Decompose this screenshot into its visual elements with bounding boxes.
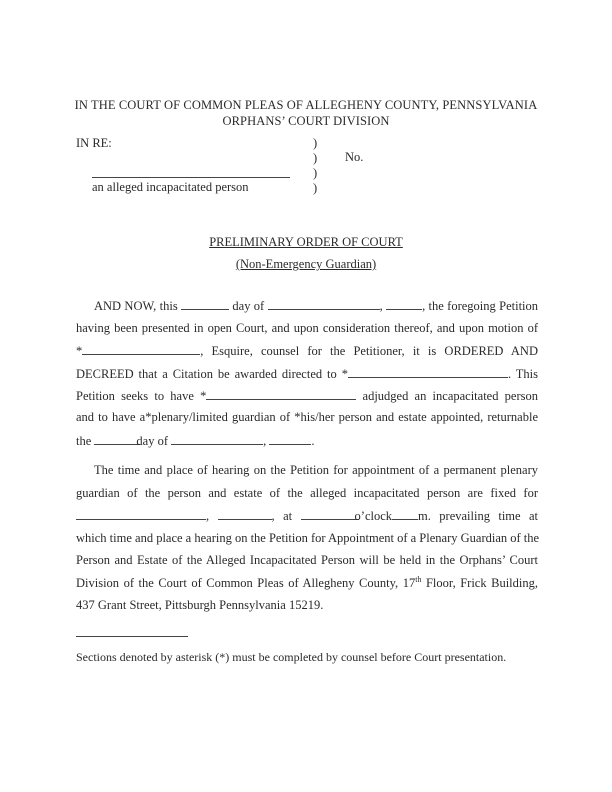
text-segment: Floor, Frick Building, <box>421 576 539 590</box>
party-name-line <box>92 177 290 178</box>
caption-paren: ) <box>313 136 318 150</box>
hearing-year-blank <box>218 508 272 520</box>
para2-line5: Person and Estate of the Alleged Incapacitated Person will be held in the Orphans’ Court <box>76 553 538 567</box>
para1-line4 <box>76 366 538 382</box>
return-year-blank <box>269 433 311 445</box>
citation-recipient-blank <box>348 366 508 378</box>
text-segment: Division of the Court of Common Pleas of Allegheny County, 17 <box>76 576 416 590</box>
am-pm-blank <box>392 508 418 520</box>
return-month-blank <box>171 433 263 445</box>
case-number-label: No. <box>345 150 364 164</box>
text-segment: , <box>379 299 383 313</box>
hearing-date-blank <box>76 508 206 520</box>
year-blank <box>386 298 422 310</box>
month-blank <box>268 298 380 310</box>
para2-line4: which time and place a hearing on the Petition for Appointment of a Plenary Guardian of the <box>76 531 540 545</box>
footnote-text: Sections denoted by asterisk (*) must be completed by counsel before Court presentation. <box>76 650 507 664</box>
caption-paren: ) <box>313 151 318 165</box>
text-segment: m. prevailing time at <box>418 509 539 523</box>
hearing-time-blank <box>301 508 359 520</box>
para1-line1 <box>76 298 538 314</box>
text-segment: , <box>263 434 267 448</box>
text-segment: , <box>206 509 210 523</box>
text-segment: , the foregoing Petition <box>422 299 539 313</box>
text-segment: , at <box>271 509 293 523</box>
text-segment: DECREED that a Citation be awarded directed to * <box>76 367 348 381</box>
para1-line7 <box>76 433 538 449</box>
text-segment: the <box>76 434 92 448</box>
para2-line3 <box>76 508 538 524</box>
text-segment: . This <box>507 367 538 381</box>
return-day-blank <box>94 433 140 445</box>
text-segment: adjudged an incapacitated person <box>362 389 538 403</box>
text-segment: Petition seeks to have * <box>76 389 207 403</box>
respondent-name-blank <box>206 388 356 400</box>
para2-line1: The time and place of hearing on the Petition for appointment of a permanent plenary <box>94 463 538 477</box>
superscript: th <box>415 574 422 584</box>
caption-paren: ) <box>313 181 318 195</box>
text-segment: AND NOW, this <box>94 299 178 313</box>
day-blank <box>181 298 229 310</box>
text-segment: * <box>76 344 83 358</box>
order-title: PRELIMINARY ORDER OF COURT <box>209 235 403 249</box>
order-subtitle: (Non-Emergency Guardian) <box>235 257 377 271</box>
caption-paren: ) <box>313 166 318 180</box>
counsel-name-blank <box>82 343 200 355</box>
court-division: ORPHANS’ COURT DIVISION <box>222 114 390 128</box>
text-segment: . <box>311 434 315 448</box>
para1-line2: having been presented in open Court, and upon consideration thereof, and upon motion of <box>76 321 538 335</box>
para1-line5 <box>76 388 538 404</box>
para2-line6 <box>76 576 538 591</box>
para1-line6: and to have a*plenary/limited guardian of *his/her person and estate appointed, returnable <box>76 410 538 424</box>
party-description: an alleged incapacitated person <box>92 180 249 194</box>
text-segment: o’clock <box>354 509 393 523</box>
text-segment: , Esquire, counsel for the Petitioner, it is ORDERED AND <box>200 344 538 358</box>
court-name: IN THE COURT OF COMMON PLEAS OF ALLEGHENY COUNTY, PENNSYLVANIA <box>74 98 538 112</box>
para2-line2: guardian of the person and estate of the alleged incapacitated person are fixed for <box>76 486 538 500</box>
text-segment: day of <box>136 434 168 448</box>
text-segment: day of <box>232 299 265 313</box>
para2-line7: 437 Grant Street, Pittsburgh Pennsylvania 15219. <box>76 598 324 612</box>
in-re-label: IN RE: <box>76 136 112 150</box>
para1-line3 <box>76 343 538 359</box>
footnote-separator <box>76 636 188 637</box>
